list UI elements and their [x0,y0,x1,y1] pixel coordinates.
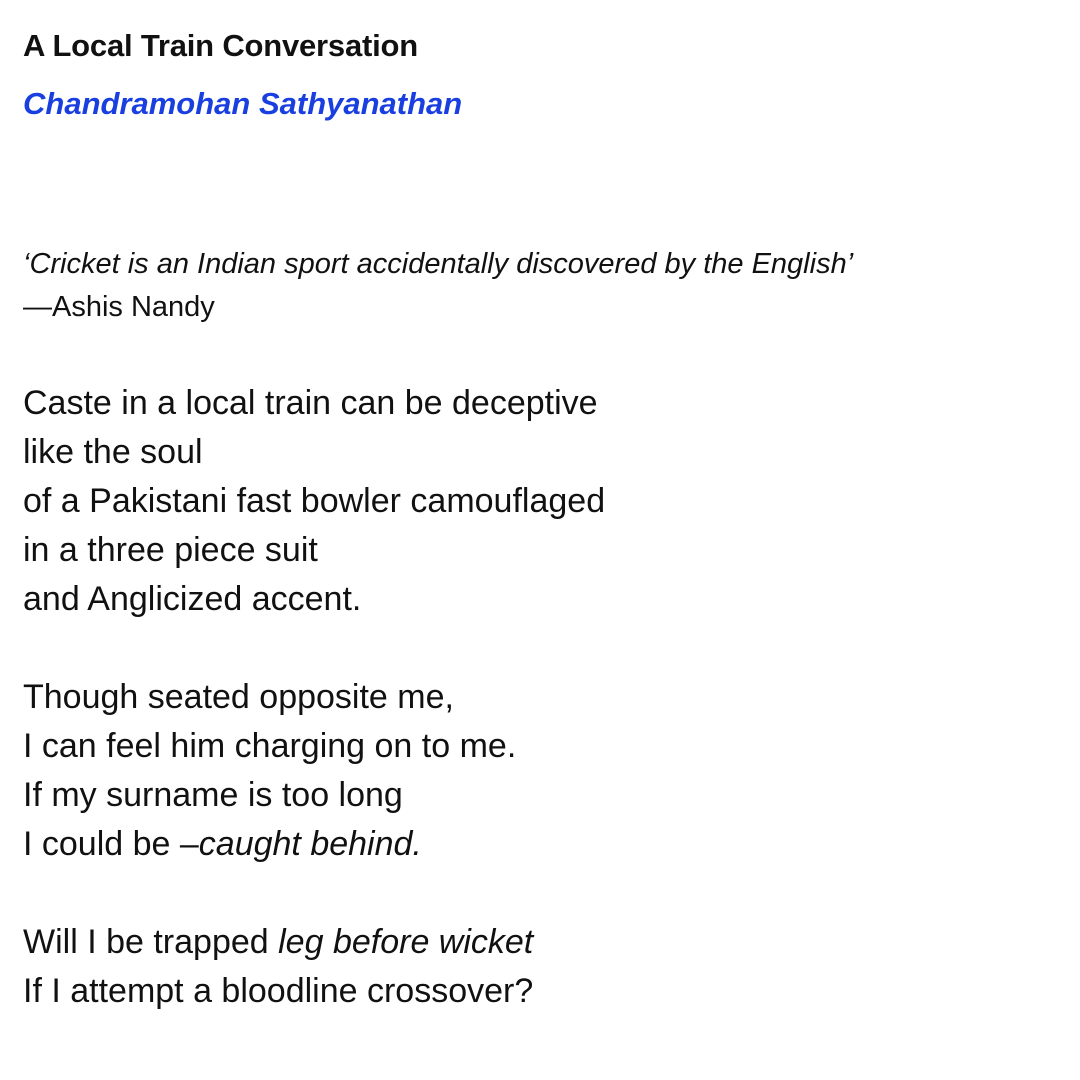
poem-line: of a Pakistani fast bowler camouflaged [23,482,606,520]
poem-line: like the soul [23,433,203,471]
poem-line [23,918,533,967]
epigraph-quote: ‘Cricket is an Indian sport accidentally discovered by the English’ [23,248,854,280]
poem-title: A Local Train Conversation [23,28,419,63]
poem-line-text: I could be – [23,825,199,863]
stanza-3 [23,918,533,1016]
poem-line: If my surname is too long [23,776,403,814]
poem-line: If I attempt a bloodline crossover? [23,972,534,1010]
epigraph [23,243,853,329]
poem-line: Though seated opposite me, [23,678,454,716]
poem-line: I can feel him charging on to me. [23,727,517,765]
stanza-2 [23,673,516,869]
poem-line-italic: caught behind. [198,825,422,863]
poem-line-text: Will I be trapped [23,923,279,961]
epigraph-attribution: —Ashis Nandy [23,291,215,323]
stanza-1 [23,379,605,624]
poem-line: and Anglicized accent. [23,580,362,618]
poem-line: Caste in a local train can be deceptive [23,384,598,422]
poem-author: Chandramohan Sathyanathan [23,86,463,121]
poem-line: in a three piece suit [23,531,318,569]
poem-line-italic: leg before wicket [278,923,534,961]
poem-line [23,820,516,869]
